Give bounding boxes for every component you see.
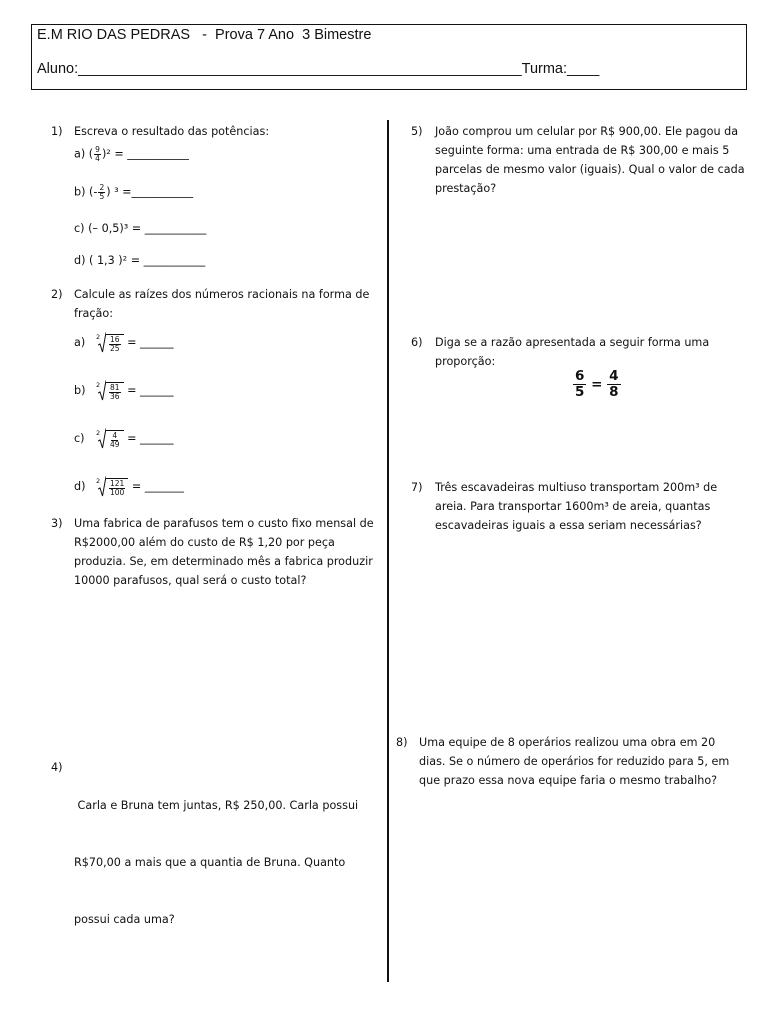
- q2-a-num: 16: [110, 334, 120, 344]
- q1-item-b: [74, 184, 193, 201]
- q2-c-num: 4: [112, 430, 118, 440]
- q3-number: 3): [51, 517, 63, 530]
- q6-right-fraction: [607, 369, 620, 400]
- q2-b-index: 2: [96, 381, 101, 389]
- q5-line-2: seguinte forma: uma entrada de R$ 300,00 e mais 5: [435, 144, 730, 157]
- q2-a-index: 2: [96, 333, 101, 341]
- q2-text: [74, 285, 384, 323]
- q5-line-4: prestação?: [435, 182, 497, 195]
- q5-line-1: João comprou um celular por R$ 900,00. Ele pagou da: [435, 125, 739, 138]
- q2-d-root: [98, 476, 128, 498]
- q1-b-label: b) (-: [74, 185, 98, 199]
- q6-line-1: Diga se a razão apresentada a seguir forma uma: [435, 336, 710, 349]
- q4-line-3: possui cada uma?: [74, 913, 175, 926]
- q1-item-d: d) ( 1,3 )² = ___________: [74, 254, 206, 267]
- q3-line-4: 10000 parafusos, qual será o custo total?: [74, 574, 307, 587]
- q5-text: [435, 122, 755, 198]
- q2-d-tail: = _______: [131, 480, 184, 493]
- q2-b-den: 36: [110, 391, 120, 401]
- q2-d-index: 2: [96, 477, 101, 485]
- q1-item-c: c) (– 0,5)³ = ___________: [74, 222, 207, 235]
- q6-left-den: 5: [575, 384, 585, 400]
- q2-a-root: [98, 332, 124, 354]
- q8-number: 8): [396, 736, 408, 749]
- q4-line-2: R$70,00 a mais que a quantia de Bruna. Quanto: [74, 856, 346, 869]
- q2-d-num: 121: [110, 478, 125, 488]
- q6-right-den: 8: [609, 384, 619, 400]
- exam-title: E.M RIO DAS PEDRAS - Prova 7 Ano 3 Bimestre: [37, 27, 372, 43]
- q2-item-c: [74, 428, 174, 450]
- q1-number: 1): [51, 125, 63, 138]
- q3-line-3: produzia. Se, em determinado mês a fabrica produzir: [74, 555, 373, 568]
- column-divider: [387, 120, 389, 982]
- q1-a-fraction: [94, 146, 101, 163]
- q4-text: [74, 758, 386, 948]
- q2-c-den: 49: [110, 439, 120, 449]
- q6-left-num: 6: [575, 368, 585, 384]
- student-name-class-line: Aluno:_______________________________________________________Turma:____: [37, 61, 600, 77]
- q1-item-a: [74, 146, 189, 163]
- q2-a-tail: = ______: [127, 336, 174, 349]
- q2-b-root: [98, 380, 124, 402]
- q7-number: 7): [411, 481, 423, 494]
- q2-b-num: 81: [110, 382, 120, 392]
- q2-c-tail: = ______: [127, 432, 174, 445]
- q3-text: [74, 514, 386, 590]
- q1-a-tail: )² = ___________: [101, 147, 189, 161]
- q6-text: [435, 333, 755, 371]
- q2-line-1: Calcule as raízes dos números racionais na forma de: [74, 288, 370, 301]
- q1-b-den: 5: [99, 192, 105, 201]
- q4-line-1: Carla e Bruna tem juntas, R$ 250,00. Carla possui: [74, 799, 359, 812]
- q2-c-root: [98, 428, 124, 450]
- q6-left-fraction: [573, 369, 586, 400]
- q2-d-label: d): [74, 480, 86, 493]
- q7-text: [435, 478, 755, 535]
- q8-line-2: dias. Se o número de operários for reduzido para 5, em: [419, 755, 730, 768]
- q5-line-3: parcelas de mesmo valor (iguais). Qual o valor de cada: [435, 163, 745, 176]
- q2-item-a: [74, 332, 174, 354]
- q8-line-1: Uma equipe de 8 operários realizou uma obra em 20: [419, 736, 716, 749]
- q2-item-b: [74, 380, 174, 402]
- q6-equals: =: [591, 376, 603, 393]
- q7-line-2: areia. Para transportar 1600m³ de areia, quantas: [435, 500, 711, 513]
- q6-number: 6): [411, 336, 423, 349]
- q8-text: [419, 733, 759, 790]
- q5-number: 5): [411, 125, 423, 138]
- q8-line-3: que prazo essa nova equipe faria o mesmo trabalho?: [419, 774, 718, 787]
- q2-c-index: 2: [96, 429, 101, 437]
- q7-line-1: Três escavadeiras multiuso transportam 200m³ de: [435, 481, 718, 494]
- q3-line-1: Uma fabrica de parafusos tem o custo fixo mensal de: [74, 517, 374, 530]
- q2-b-tail: = ______: [127, 384, 174, 397]
- q1-b-fraction: [98, 184, 105, 201]
- q1-a-label: a) (: [74, 147, 94, 161]
- q7-line-3: escavadeiras iguais a essa seriam necessárias?: [435, 519, 702, 532]
- q2-a-label: a): [74, 336, 86, 349]
- q6-right-num: 4: [609, 368, 619, 384]
- q2-line-2: fração:: [74, 307, 114, 320]
- q1-a-den: 4: [95, 154, 100, 163]
- q4-number: 4): [51, 761, 63, 774]
- q1-text: Escreva o resultado das potências:: [74, 125, 270, 138]
- q2-item-d: [74, 476, 184, 498]
- q2-b-label: b): [74, 384, 86, 397]
- q6-proportion: [573, 369, 621, 400]
- q2-c-label: c): [74, 432, 85, 445]
- q1-a-num: 9: [95, 145, 100, 154]
- q2-d-den: 100: [110, 487, 125, 497]
- q2-number: 2): [51, 288, 63, 301]
- q3-line-2: R$2000,00 além do custo de R$ 1,20 por peça: [74, 536, 335, 549]
- q1-b-num: 2: [99, 183, 105, 192]
- q1-b-tail: ) ³ =___________: [106, 185, 194, 199]
- q2-a-den: 25: [110, 343, 120, 353]
- q6-line-2: proporção:: [435, 355, 496, 368]
